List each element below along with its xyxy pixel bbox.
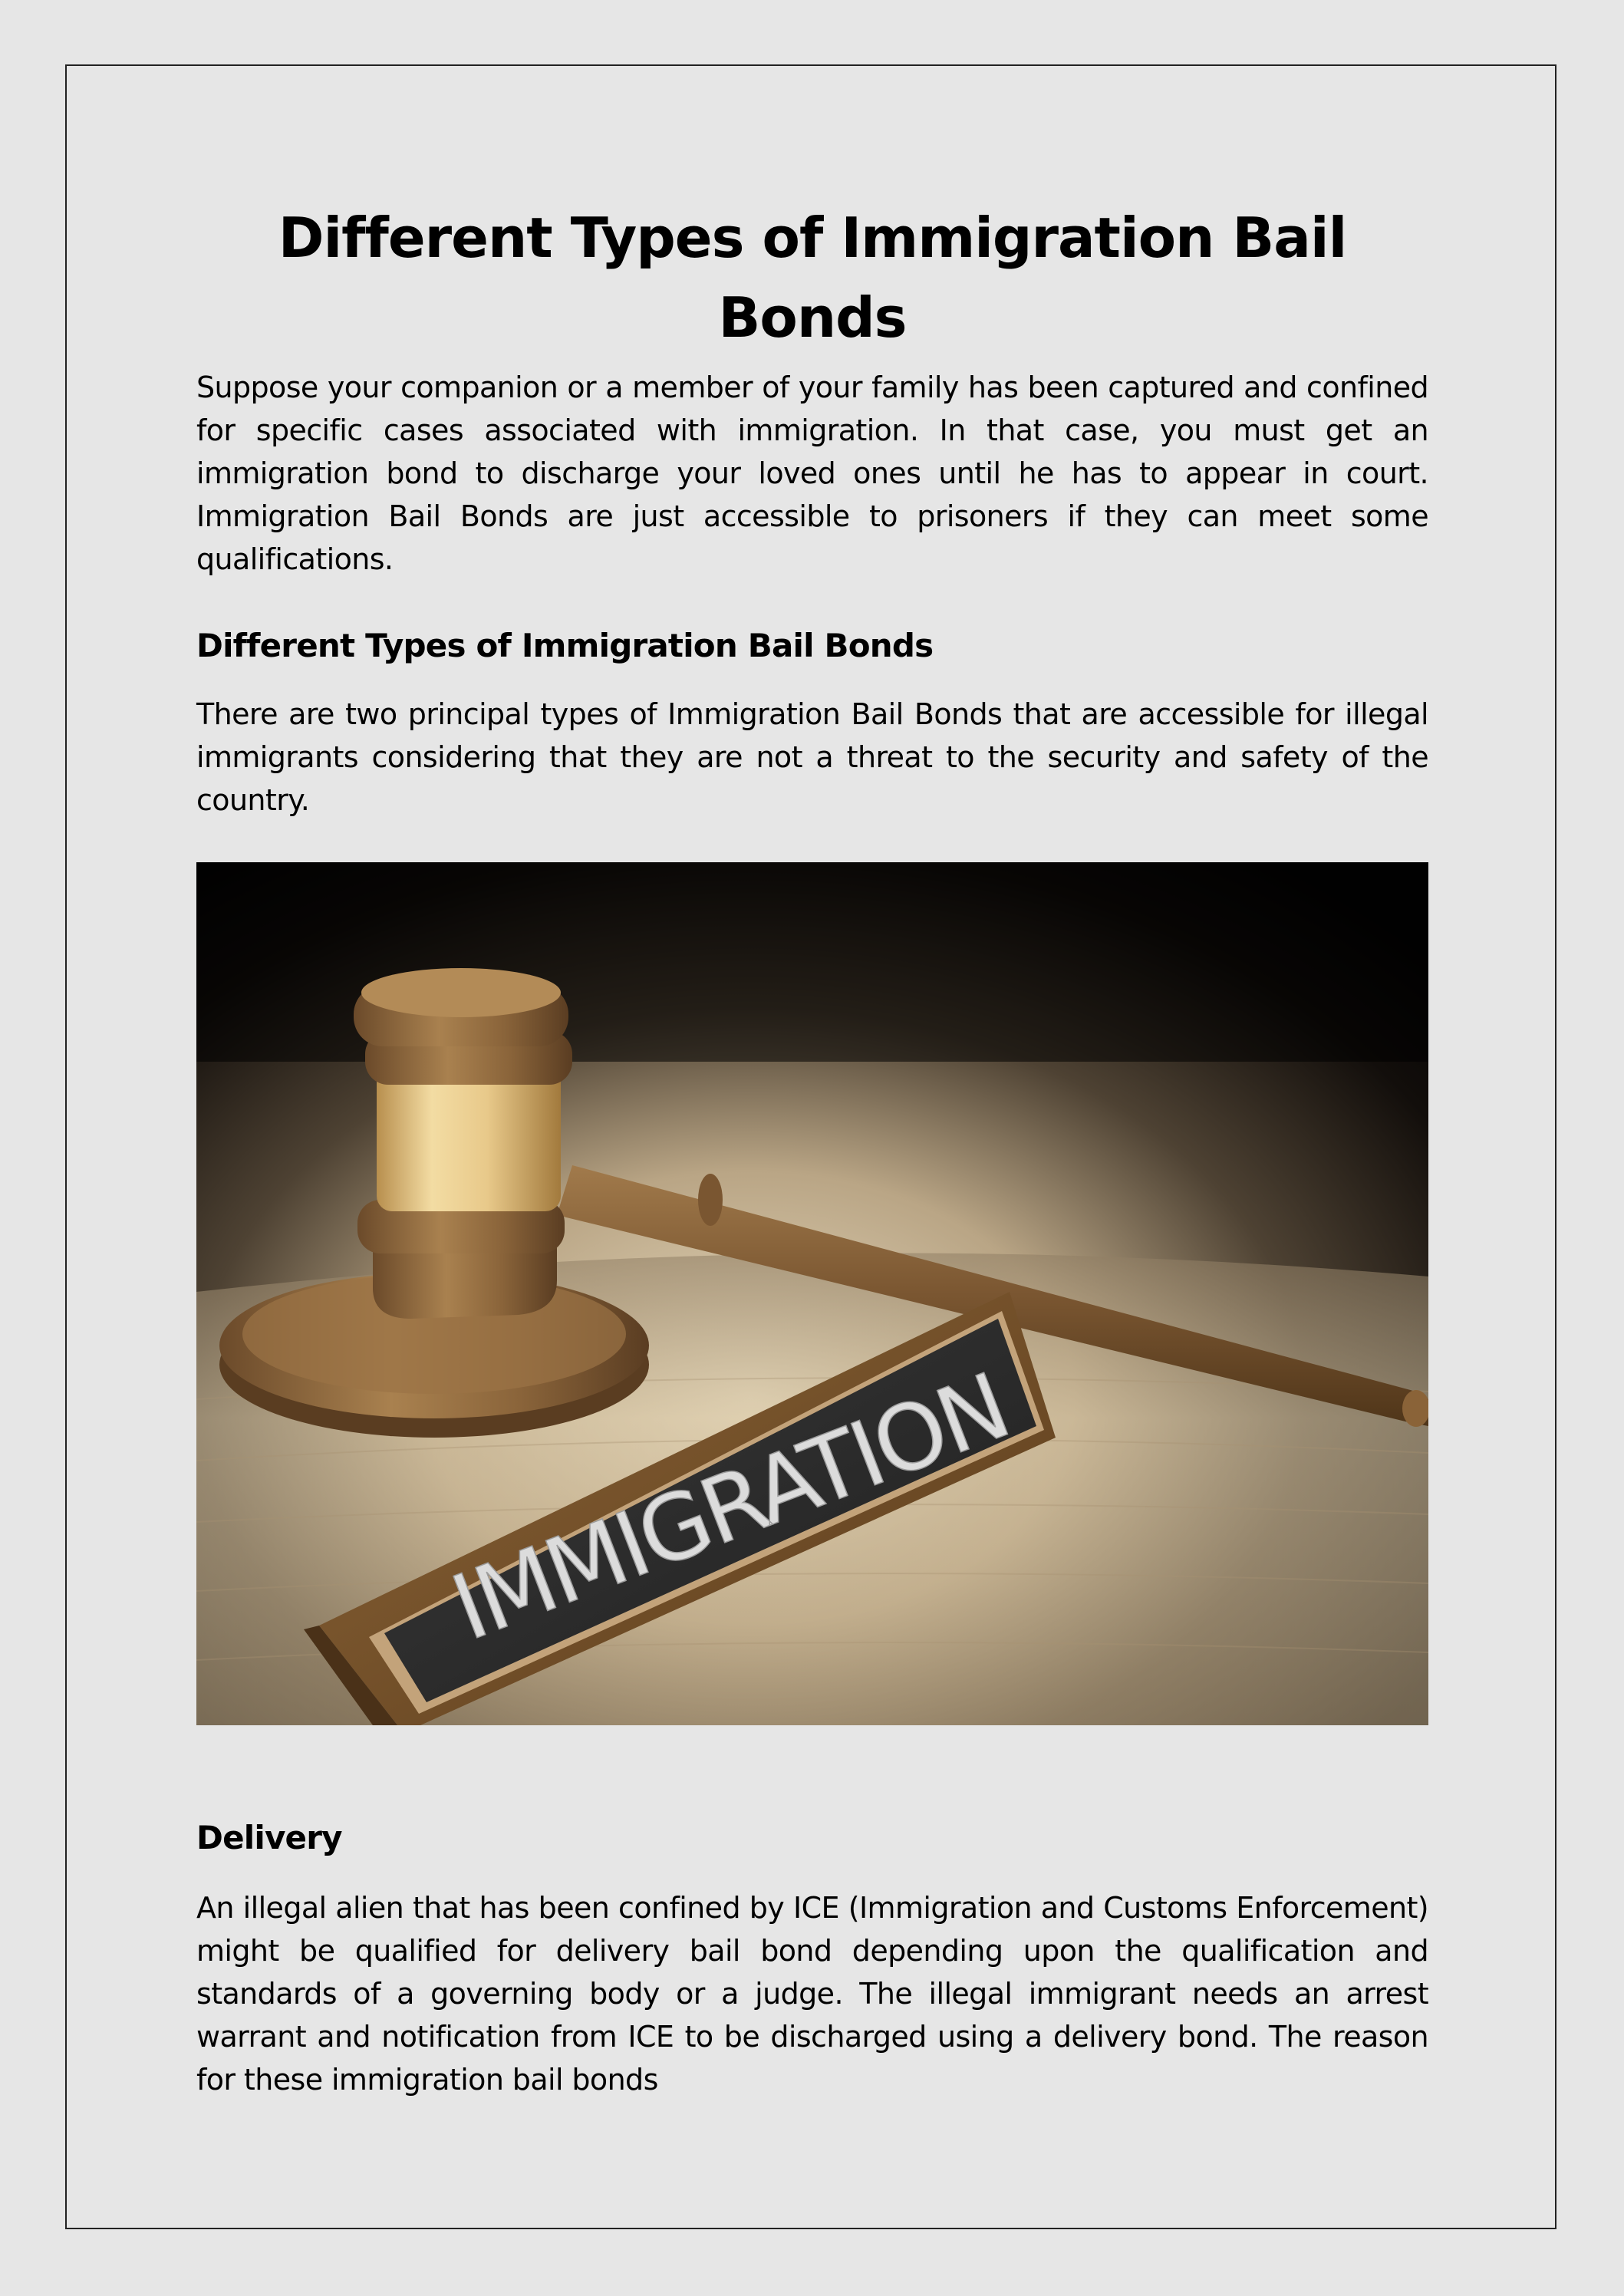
sign-text: IMMIGRATION	[438, 1353, 1020, 1662]
page-title: Different Types of Immigration Bail Bonds	[278, 206, 1347, 350]
intro-paragraph: Suppose your companion or a member of your family has been captured and confined for specific cases associated with immigration. In that case, you must get an immigration bond to discharge your loved ones until he has to appear in court. Immigration Bail Bonds are just accessible to prisoners if they can meet some qualifications.	[196, 371, 1428, 576]
section-paragraph-types: There are two principal types of Immigration Bail Bonds that are accessible for illegal immigrants considering that they are not a threat to the security and safety of the country.	[196, 697, 1428, 817]
gavel-immigration-photo	[196, 862, 1428, 1725]
section-heading-delivery: Delivery	[196, 1819, 342, 1856]
section-paragraph-delivery: An illegal alien that has been confined by ICE (Immigration and Customs Enforcement) might be qualified for delivery bail bond depending upon the qualification and standards of a governing body or a judge. The illegal immigrant needs an arrest warrant and notification from ICE to be discharged using a delivery bond. The reason for these immigration bail bonds	[196, 1891, 1428, 2097]
section-heading-types: Different Types of Immigration Bail Bonds	[196, 627, 934, 664]
